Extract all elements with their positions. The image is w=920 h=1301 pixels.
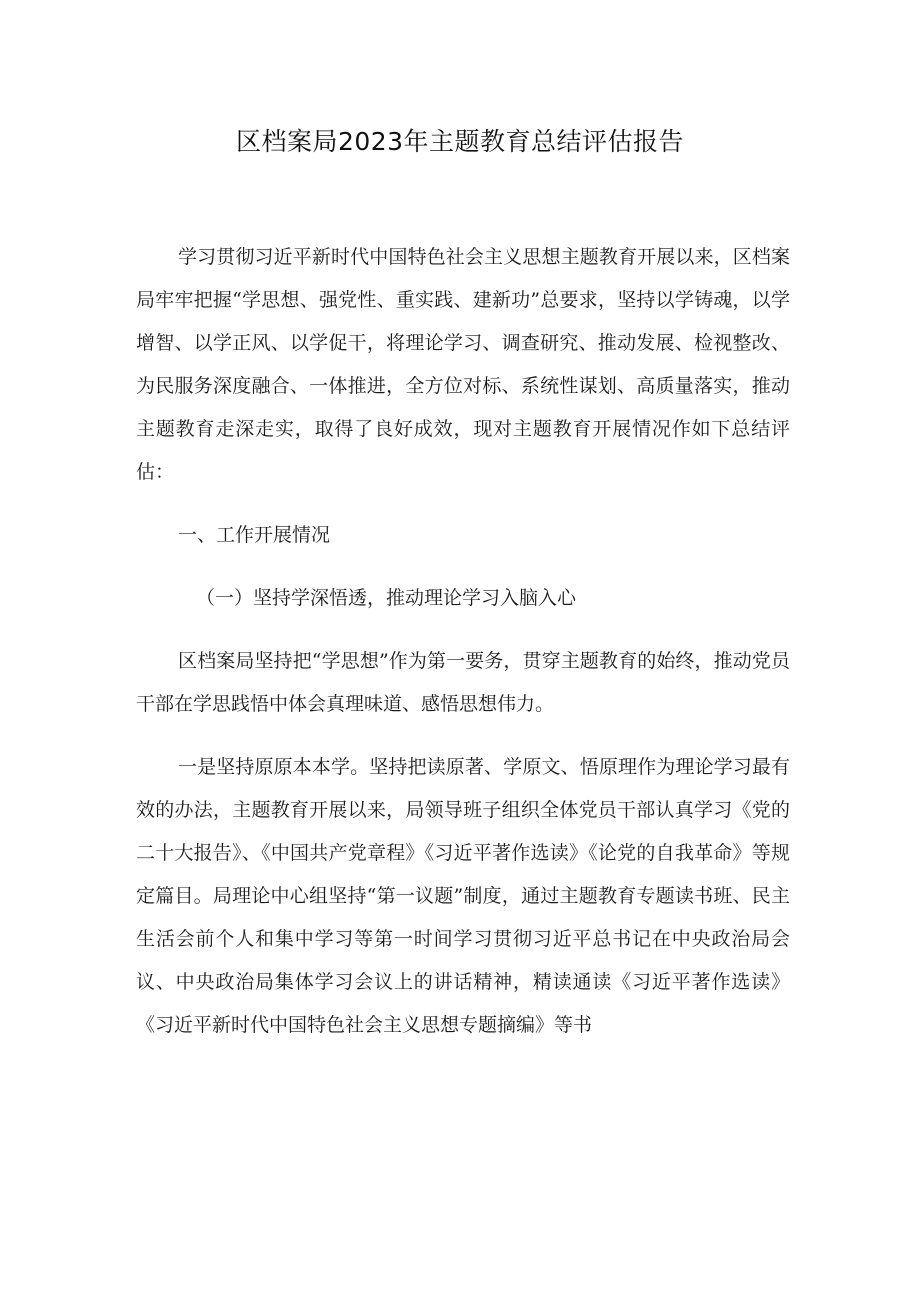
document-title: 区档案局2023年主题教育总结评估报告 — [235, 127, 685, 156]
subsection-heading: （一）坚持学深悟透，推动理论学习入脑入心 — [196, 587, 577, 609]
intro-paragraph: 学习贯彻习近平新时代中国特色社会主义思想主题教育开展以来，区档案局牢牢把握“学思想、强党性、重实践、建新功”总要求，坚持以学铸魂，以学增智、以学正风、以学促干，将理论学习、调查研究、推动发展、检视整改、为民服务深度融合、一体推进，全方位对标、系统性谋划、高质量落实，推动主题教育走深走实，取得了良好成效，现对主题教育开展情况作如下总结评估： — [136, 246, 790, 483]
document-body — [136, 236, 790, 1047]
section-heading: 一、工作开展情况 — [178, 524, 331, 546]
body-paragraph: 一是坚持原原本本学。坚持把读原著、学原文、悟原理作为理论学习最有效的办法，主题教育开展以来，局领导班子组织全体党员干部认真学习《党的二十大报告》、《中国共产党章程》《习近平著作选读》《论党的自我革命》等规定篇目。局理论中心组坚持“第一议题”制度，通过主题教育专题读书班、民主生活会前个人和集中学习等第一时间学习贯彻习近平总书记在中央政治局会议、中央政治局集体学习会议上的讲话精神，精读通读《习近平著作选读》《习近平新时代中国特色社会主义思想专题摘编》等书 — [136, 756, 790, 1036]
body-paragraph: 区档案局坚持把“学思想”作为第一要务，贯穿主题教育的始终，推动党员干部在学思践悟中体会真理味道、感悟思想伟力。 — [136, 650, 790, 715]
